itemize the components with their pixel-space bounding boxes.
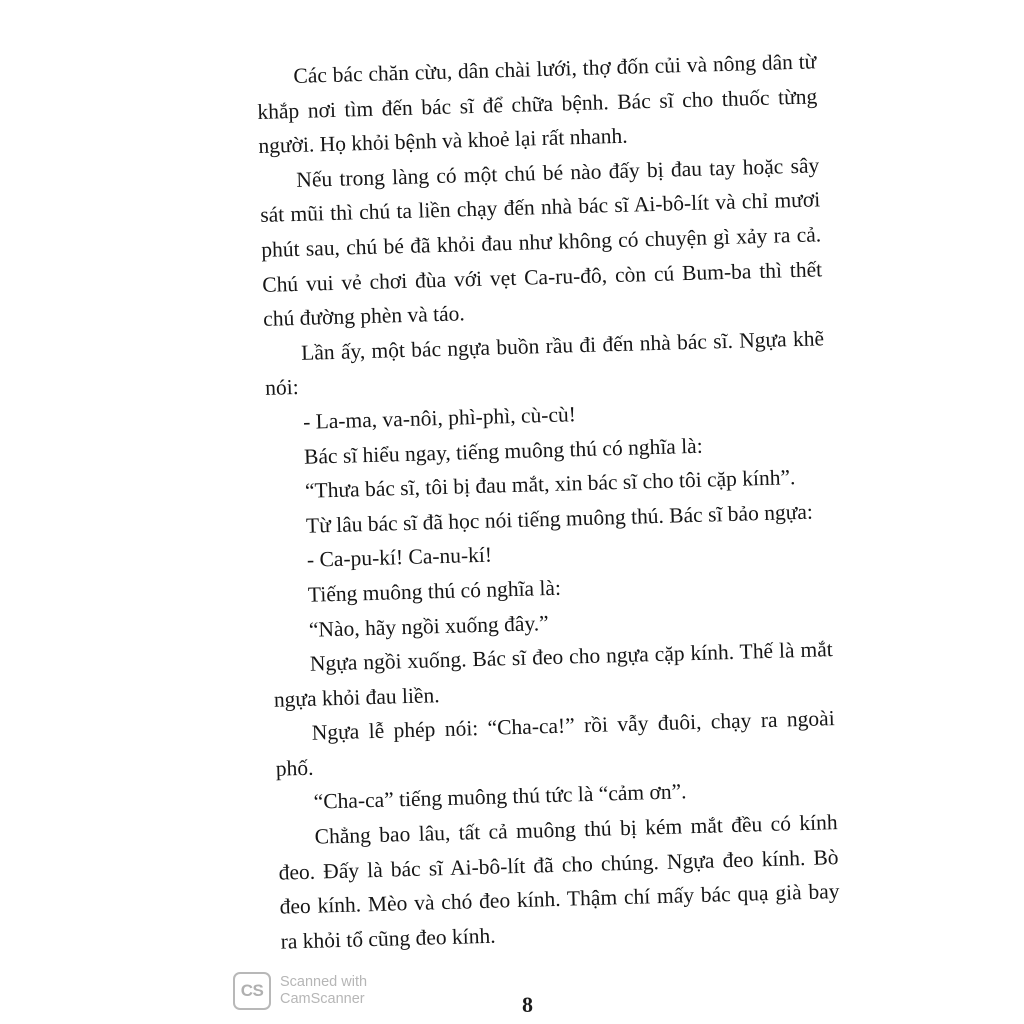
- watermark-text: [280, 974, 367, 1008]
- page-text-body: [256, 44, 841, 959]
- paragraph-14: Chẳng bao lâu, tất cả muông thú bị kém mắt đều có kính đeo. Đấy là bác sĩ Ai-bô-lít đã cho chúng. Ngựa đeo kính. Bò đeo kính. Mèo và chó đeo kính. Thậm chí mấy bác quạ già bay ra khỏi tổ cũng đeo kính.: [278, 810, 840, 954]
- paragraph-12: Ngựa lễ phép nói: “Cha-ca!” rồi vẫy đuôi, chạy ra ngoài phố.: [275, 706, 835, 781]
- paragraph-10: “Nào, hãy ngồi xuống đây.”: [308, 610, 549, 642]
- paragraph-3: Lần ấy, một bác ngựa buồn rầu đi đến nhà bác sĩ. Ngựa khẽ nói:: [264, 326, 825, 401]
- camscanner-watermark: [233, 972, 367, 1010]
- watermark-line-1: Scanned with: [280, 974, 368, 990]
- paragraph-11: Ngựa ngồi xuống. Bác sĩ đeo cho ngựa cặp kính. Thế là mắt ngựa khỏi đau liền.: [273, 637, 834, 712]
- paragraph-1: Các bác chăn cừu, dân chài lưới, thợ đốn củi và nông dân từ khắp nơi tìm đến bác sĩ để chữa bệnh. Bác sĩ cho thuốc từng người. Họ khỏi bệnh và khoẻ lại rất nhanh.: [257, 49, 818, 159]
- paragraph-6: “Thưa bác sĩ, tôi bị đau mắt, xin bác sĩ cho tôi cặp kính”.: [304, 465, 796, 503]
- paragraph-9: Tiếng muông thú có nghĩa là:: [307, 575, 562, 607]
- watermark-line-2: CamScanner: [280, 991, 365, 1007]
- paragraph-5: Bác sĩ hiểu ngay, tiếng muông thú có nghĩa là:: [303, 433, 703, 469]
- paragraph-7: Từ lâu bác sĩ đã học nói tiếng muông thú. Bác sĩ bảo ngựa:: [305, 499, 814, 538]
- paragraph-2: Nếu trong làng có một chú bé nào đấy bị đau tay hoặc sây sát mũi thì chú ta liền chạy đến nhà bác sĩ Ai-bô-lít và chỉ mươi phút sau, chú bé đã khỏi đau như không có chuyện gì xảy ra cả. Chú vui vẻ chơi đùa với vẹt Ca-ru-đô, còn cú Bum-ba thì thết chú đường phèn và táo.: [260, 153, 823, 332]
- page-number: 8: [522, 992, 533, 1017]
- paragraph-4: - La-ma, va-nôi, phì-phì, cù-cù!: [302, 402, 577, 434]
- paragraph-13: “Cha-ca” tiếng muông thú tức là “cảm ơn”.: [313, 779, 687, 815]
- camscanner-logo-icon: CS: [233, 972, 271, 1010]
- paragraph-8: - Ca-pu-kí! Ca-nu-kí!: [306, 542, 493, 573]
